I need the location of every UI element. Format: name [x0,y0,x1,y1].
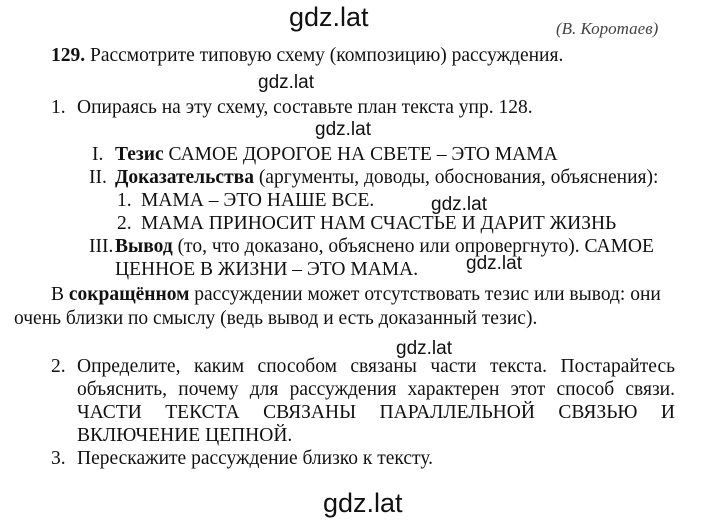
task-1-text: Опираясь на эту схему, составьте план текста упр. 128. [77,97,533,118]
author-attribution: (В. Коротаев) [556,19,659,38]
note-bold-term: сокращённом [68,284,190,305]
exercise-number: 129. [51,45,86,66]
note-rest: рассуждении может отсутствовать тезис или вывод: они [189,284,661,305]
task-2-answer-line-1: ЧАСТИ ТЕКСТА СВЯЗАНЫ ПАРАЛЛЕЛЬНОЙ СВЯЗЬЮ И [77,402,675,423]
task-1 [51,96,66,120]
plan-subitem-2-number: 2. [117,213,132,234]
task-2-line-2: объяснить, почему для рассуждения характерен этот способ связи. [77,379,675,400]
watermark: gdz.lat [431,194,487,215]
watermark: gdz.lat [396,338,452,359]
plan-item-i-number: I. [92,144,104,165]
watermark: gdz.lat [323,488,403,518]
evidence-text: (аргументы, доводы, обоснования, объяснения): [253,167,659,188]
note-prefix: В [51,284,69,305]
plan-item-ii [115,166,658,190]
plan-subitem-1-number: 1. [117,190,132,211]
watermark: gdz.lat [258,72,314,93]
watermark: gdz.lat [315,119,371,140]
watermark: gdz.lat [466,253,522,274]
thesis-text: САМОЕ ДОРОГОЕ НА СВЕТЕ – ЭТО МАМА [163,144,558,165]
plan-item-iii [115,235,654,259]
plan-item-iii-continuation: ЦЕННОЕ В ЖИЗНИ – ЭТО МАМА. [115,259,419,280]
plan-item-iii-number: III. [89,236,114,257]
task-3-number: 3. [51,448,66,469]
task-3-text: Перескажите рассуждение близко к тексту. [77,448,433,469]
note-line-1 [51,283,661,307]
note-line-2: очень близки по смыслу (ведь вывод и есть доказанный тезис). [14,308,538,329]
conclusion-text: (то, что доказано, объяснено или опровергнуто). САМОЕ [172,236,654,257]
plan-item-i [115,143,558,167]
task-2-number: 2. [51,356,66,377]
task-1-number: 1. [51,97,66,118]
task-2-answer-line-2: ВКЛЮЧЕНИЕ ЦЕПНОЙ. [77,425,293,446]
task-2-line-1: Определите, каким способом связаны части текста. Постарайтесь [77,356,675,377]
watermark: gdz.lat [289,2,369,32]
plan-subitem-2: МАМА ПРИНОСИТ НАМ СЧАСТЬЕ И ДАРИТ ЖИЗНЬ [141,213,617,234]
plan-subitem-1: МАМА – ЭТО НАШЕ ВСЕ. [141,190,375,211]
evidence-label: Доказательства [115,167,254,188]
thesis-label: Тезис [115,144,164,165]
plan-item-ii-number: II. [89,167,107,188]
exercise-instruction: Рассмотрите типовую схему (композицию) рассуждения. [90,45,564,66]
conclusion-label: Вывод [115,236,173,257]
exercise-heading [51,44,563,68]
